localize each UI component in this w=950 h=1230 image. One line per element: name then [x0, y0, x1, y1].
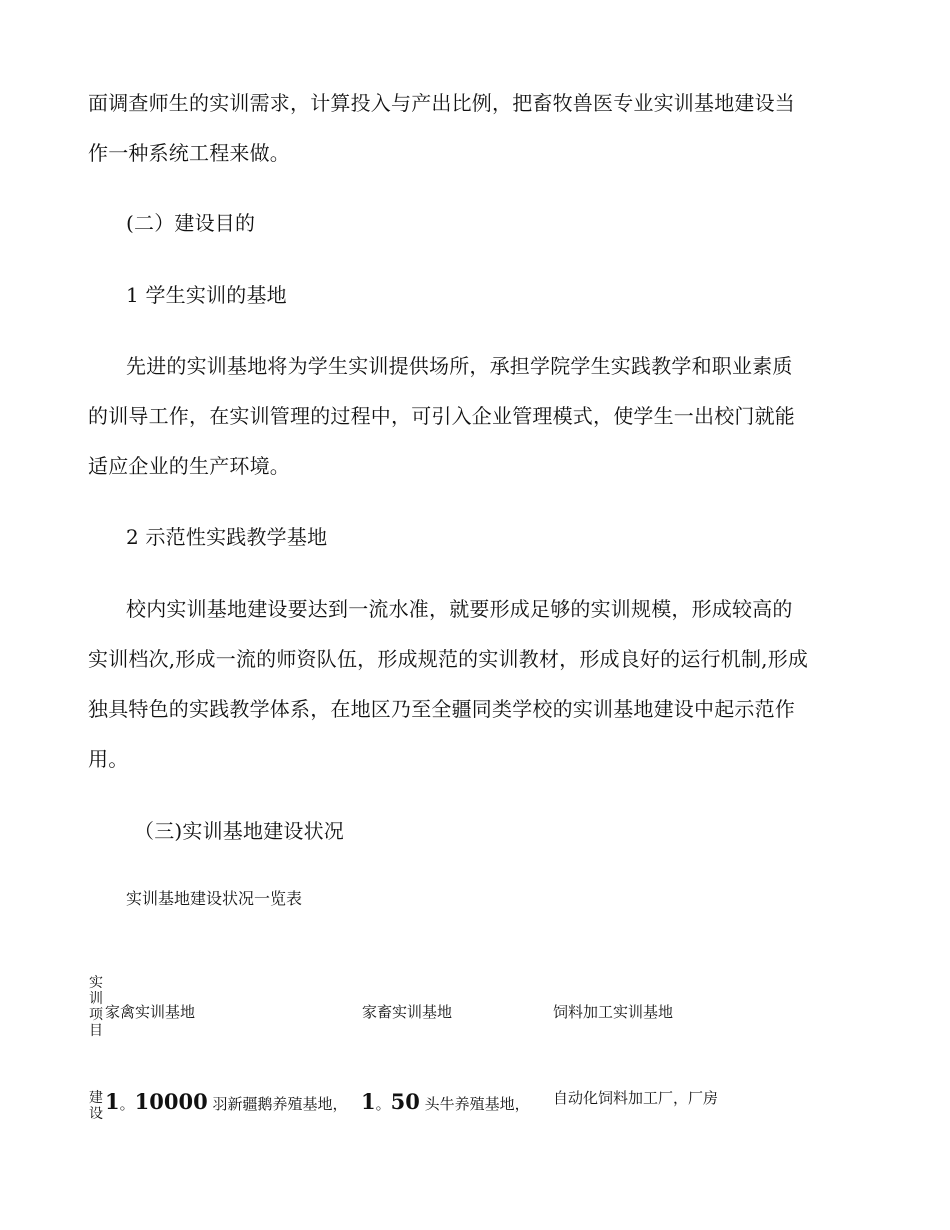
table-cell	[361, 1089, 530, 1114]
cell-separator: 。	[375, 1095, 391, 1113]
paragraph-line: 实训档次,形成一流的师资队伍，形成规范的实训教材，形成良好的运行机制,形成	[88, 647, 809, 671]
cell-text: 羽新疆鹅养殖基地，	[207, 1095, 348, 1113]
table-cell	[105, 1089, 348, 1114]
cell-number: 10000	[134, 1089, 208, 1114]
paragraph-line: 面调查师生的实训需求，计算投入与产出比例，把畜牧兽医专业实训基地建设当	[88, 91, 795, 115]
cell-number: 50	[390, 1089, 420, 1114]
table-row-header: 建设	[89, 1090, 103, 1122]
subsection-heading: 2 示范性实践教学基地	[126, 525, 328, 549]
paragraph-line: 作一种系统工程来做。	[88, 141, 290, 165]
paragraph-line: 先进的实训基地将为学生实训提供场所，承担学院学生实践教学和职业素质	[126, 354, 793, 378]
paragraph-line: 的训导工作，在实训管理的过程中，可引入企业管理模式，使学生一出校门就能	[88, 404, 795, 428]
section-heading: （三)实训基地建设状况	[134, 819, 345, 843]
table-cell: 自动化饲料加工厂，厂房	[553, 1089, 719, 1107]
cell-number: 1	[361, 1089, 376, 1114]
cell-text: 头牛养殖基地，	[419, 1095, 530, 1113]
cell-number: 1	[105, 1089, 120, 1114]
paragraph-line: 校内实训基地建设要达到一流水准，就要形成足够的实训规模，形成较高的	[126, 597, 793, 621]
table-column-header: 家禽实训基地	[105, 1003, 196, 1021]
cell-separator: 。	[119, 1095, 135, 1113]
paragraph-line: 独具特色的实践教学体系，在地区乃至全疆同类学校的实训基地建设中起示范作	[88, 697, 795, 721]
table-column-header: 家畜实训基地	[362, 1003, 453, 1021]
table-column-header: 饲料加工实训基地	[553, 1003, 674, 1021]
paragraph-line: 适应企业的生产环境。	[88, 454, 290, 478]
paragraph-line: 用。	[88, 747, 129, 771]
table-row-header: 实训项目	[89, 975, 103, 1039]
section-heading: (二）建设目的	[126, 211, 256, 235]
subsection-heading: 1 学生实训的基地	[126, 283, 287, 307]
table-caption: 实训基地建设状况一览表	[126, 889, 303, 908]
